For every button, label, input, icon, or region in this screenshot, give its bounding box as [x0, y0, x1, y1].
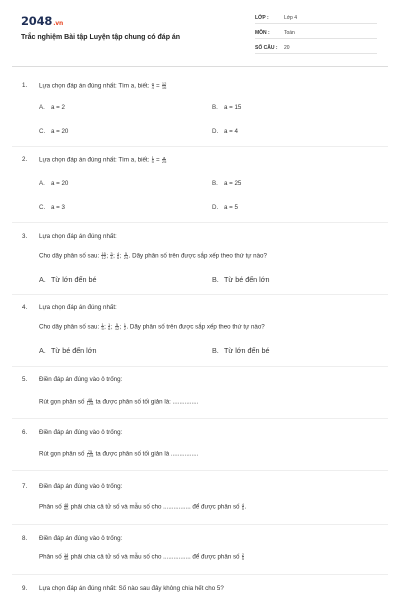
question-prompt: Lựa chọn đáp án đúng nhất:: [39, 233, 117, 240]
prompt-text: Lựa chọn đáp án đúng nhất: Tìm a, biết:: [39, 156, 150, 164]
meta-label: MÔN :: [255, 30, 270, 36]
fraction: $\frac{12}{16}$: [161, 81, 167, 91]
question-number: 9.: [22, 585, 28, 592]
answer-option[interactable]: D. a = 4: [212, 128, 238, 135]
meta-value: Toán: [284, 30, 295, 36]
answer-option[interactable]: B. Từ bé đến lớn: [212, 275, 270, 284]
document-header: [0, 0, 400, 62]
question-body: Phân số $\frac{48}{60}$ phải chia cả tử số và mẫu số cho ................ để được phân số $\frac{4}{5}$ .: [39, 502, 247, 512]
fraction: $\frac{a}{4}$: [151, 81, 154, 91]
answer-option[interactable]: A. a = 2: [39, 104, 65, 111]
fraction: $\frac{1}{6}$: [108, 322, 111, 332]
question-separator: [12, 418, 388, 419]
question-body: Phân số $\frac{14}{35}$ phải chia cả tử số và mẫu số cho ................ để được phân số $\frac{2}{5}$: [39, 552, 244, 562]
answer-option[interactable]: B. a = 15: [212, 104, 242, 111]
question-body: Cho dãy phân số sau: $\frac{1}{5}$ ; $\frac{1}{6}$ ; $\frac{5}{12}$ ; $\frac{1}{2}$ . Dãy phân số trên được sắp xếp theo thứ tự nào?: [39, 322, 265, 332]
answer-option[interactable]: D. a = 5: [212, 204, 238, 211]
logo-suffix: .vn: [53, 20, 64, 27]
meta-row-class: [255, 12, 377, 24]
meta-value: 20: [284, 45, 290, 51]
fraction: $\frac{3}{4}$: [110, 251, 113, 261]
question-separator: [12, 470, 388, 471]
fraction: $\frac{2}{5}$: [241, 552, 244, 562]
question-number: 3.: [22, 233, 28, 240]
question-prompt: Lựa chọn đáp án đúng nhất: Tìm a, biết: $\frac{a}{4}$ = $\frac{12}{16}$: [39, 81, 167, 91]
header-divider: [12, 66, 388, 67]
meta-value: Lớp 4: [284, 15, 298, 21]
answer-option[interactable]: A. Từ lớn đến bé: [39, 275, 97, 284]
fraction: $\frac{48}{60}$: [63, 502, 69, 512]
question-prompt: Lựa chọn đáp án đúng nhất: Tìm a, biết: $\frac{1}{5}$ = $\frac{a}{25}$: [39, 155, 167, 165]
fraction: $\frac{a}{25}$: [161, 155, 167, 165]
question-prompt: Điền đáp án đúng vào ô trống:: [39, 429, 123, 436]
fraction: $\frac{1}{2}$: [123, 322, 126, 332]
question-body: Rút gọn phân số $\frac{48}{128}$ ta được phân số tối giản là: ...............: [39, 397, 199, 407]
question-separator: [12, 146, 388, 147]
question-number: 5.: [22, 376, 28, 383]
prompt-text: Lựa chọn đáp án đúng nhất: Tìm a, biết:: [39, 82, 150, 90]
question-prompt: Lựa chọn đáp án đúng nhất: Số nào sau đây không chia hết cho 5?: [39, 585, 224, 592]
fraction: $\frac{1}{5}$: [101, 322, 104, 332]
question-number: 7.: [22, 483, 28, 490]
question-separator: [12, 366, 388, 367]
fraction: $\frac{4}{5}$: [241, 502, 244, 512]
answer-option[interactable]: C. a = 3: [39, 204, 65, 211]
question-separator: [12, 294, 388, 295]
fraction: $\frac{5}{12}$: [114, 322, 120, 332]
fraction: $\frac{48}{128}$: [86, 397, 94, 407]
site-logo[interactable]: [21, 14, 63, 28]
question-number: 1.: [22, 82, 28, 89]
fraction: $\frac{1}{5}$: [151, 155, 154, 165]
answer-option[interactable]: A. a = 20: [39, 180, 69, 187]
question-number: 8.: [22, 535, 28, 542]
question-separator: [12, 524, 388, 525]
question-separator: [12, 574, 388, 575]
fraction: $\frac{75}{125}$: [86, 449, 94, 459]
question-number: 4.: [22, 304, 28, 311]
answer-option[interactable]: B. a = 25: [212, 180, 242, 187]
answer-option[interactable]: B. Từ lớn đến bé: [212, 346, 270, 355]
meta-row-count: [255, 42, 377, 54]
meta-label: LỚP :: [255, 15, 269, 21]
meta-label: SỐ CÂU :: [255, 45, 278, 51]
fraction: $\frac{5}{24}$: [123, 251, 129, 261]
question-number: 2.: [22, 156, 28, 163]
question-body: Cho dãy phân số sau: $\frac{15}{12}$ ; $\frac{3}{4}$ ; $\frac{4}{6}$ ; $\frac{5}{24}$ . Dãy phân số trên được sắp xếp theo thứ tự nào?: [39, 251, 267, 261]
fraction: $\frac{15}{12}$: [101, 251, 106, 261]
document-title: Trắc nghiệm Bài tập Luyện tập chung có đáp án: [21, 34, 181, 41]
question-prompt: Điền đáp án đúng vào ô trống:: [39, 535, 123, 542]
question-prompt: Điền đáp án đúng vào ô trống:: [39, 483, 123, 490]
meta-row-subject: [255, 27, 377, 39]
answer-option[interactable]: C. a = 20: [39, 128, 69, 135]
logo-main: 2048: [21, 14, 53, 28]
question-number: 6.: [22, 429, 28, 436]
fraction: $\frac{4}{6}$: [117, 251, 120, 261]
question-body: Rút gọn phân số $\frac{75}{125}$ ta được phân số tối giản là ................: [39, 449, 199, 459]
fraction: $\frac{14}{35}$: [63, 552, 69, 562]
question-separator: [12, 222, 388, 223]
question-prompt: Điền đáp án đúng vào ô trống:: [39, 376, 123, 383]
answer-option[interactable]: A. Từ bé đến lớn: [39, 346, 97, 355]
question-prompt: Lựa chọn đáp án đúng nhất:: [39, 304, 117, 311]
